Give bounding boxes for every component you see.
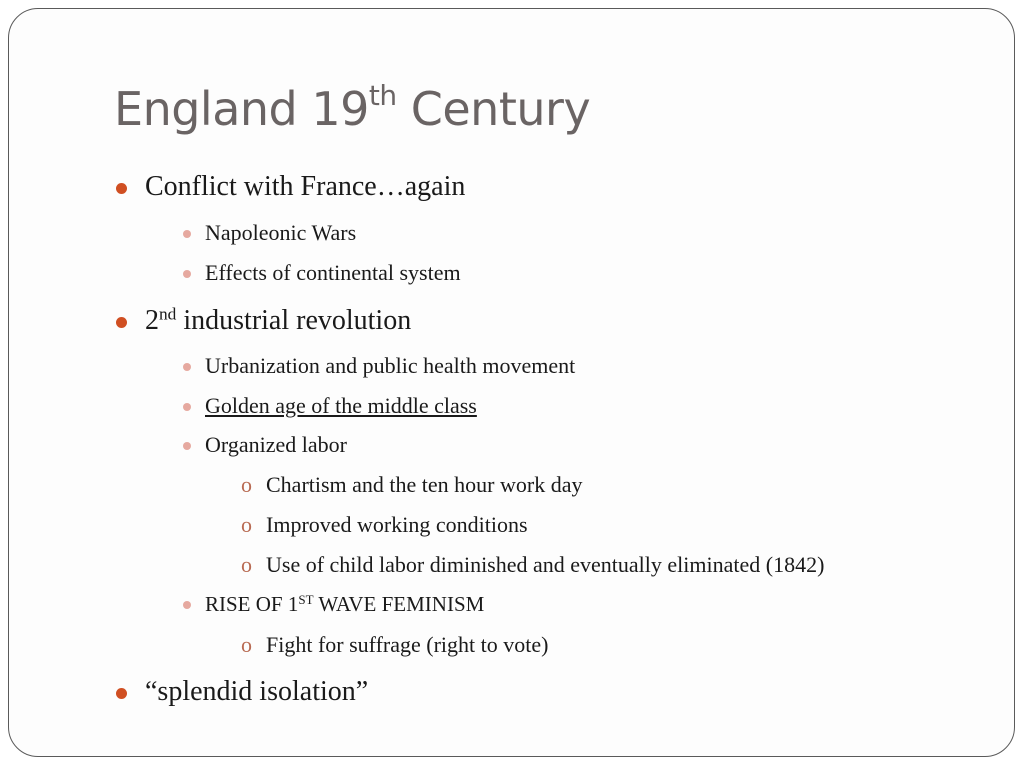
feminism-prefix: RISE OF 1	[205, 592, 299, 616]
circle-outline-icon: o	[241, 512, 252, 537]
bullet-icon	[116, 183, 127, 194]
title-superscript: th	[368, 79, 397, 112]
bullet-icon	[183, 230, 191, 238]
industrial-revolution-number: 2	[145, 305, 159, 336]
bullet-item-chartism: Chartism and the ten hour work day	[266, 472, 583, 497]
title-rest: Century	[396, 82, 591, 136]
bullet-item-napoleonic-wars: Napoleonic Wars	[205, 220, 357, 245]
bullet-icon	[183, 363, 191, 371]
bullet-icon	[183, 601, 191, 609]
bullet-item-conflict-france: Conflict with France…again	[145, 171, 466, 202]
bullet-item-golden-age-link[interactable]: Golden age of the middle class	[205, 393, 477, 418]
bullet-item-child-labor: Use of child labor diminished and eventually eliminated (1842)	[266, 552, 825, 577]
bullet-item-continental-system: Effects of continental system	[205, 260, 461, 285]
bullet-icon	[116, 317, 127, 328]
industrial-revolution-superscript: nd	[159, 304, 177, 324]
bullet-item-feminism	[205, 592, 484, 617]
slide-title	[114, 79, 591, 136]
bullet-item-industrial-revolution	[145, 305, 411, 337]
circle-outline-icon: o	[241, 472, 252, 497]
bullet-icon	[183, 270, 191, 278]
bullet-item-organized-labor: Organized labor	[205, 432, 347, 457]
bullet-item-splendid-isolation: “splendid isolation”	[145, 676, 369, 707]
bullet-icon	[183, 442, 191, 450]
bullet-item-urbanization: Urbanization and public health movement	[205, 353, 576, 378]
feminism-text: WAVE FEMINISM	[313, 592, 485, 616]
circle-outline-icon: o	[241, 632, 252, 657]
circle-outline-icon: o	[241, 552, 252, 577]
feminism-superscript: ST	[298, 591, 314, 607]
title-main: England 19	[114, 82, 369, 136]
bullet-icon	[183, 403, 191, 411]
bullet-item-suffrage: Fight for suffrage (right to vote)	[266, 632, 549, 657]
industrial-revolution-text: industrial revolution	[176, 305, 412, 336]
bullet-item-working-conditions: Improved working conditions	[266, 512, 528, 537]
bullet-icon	[116, 688, 127, 699]
